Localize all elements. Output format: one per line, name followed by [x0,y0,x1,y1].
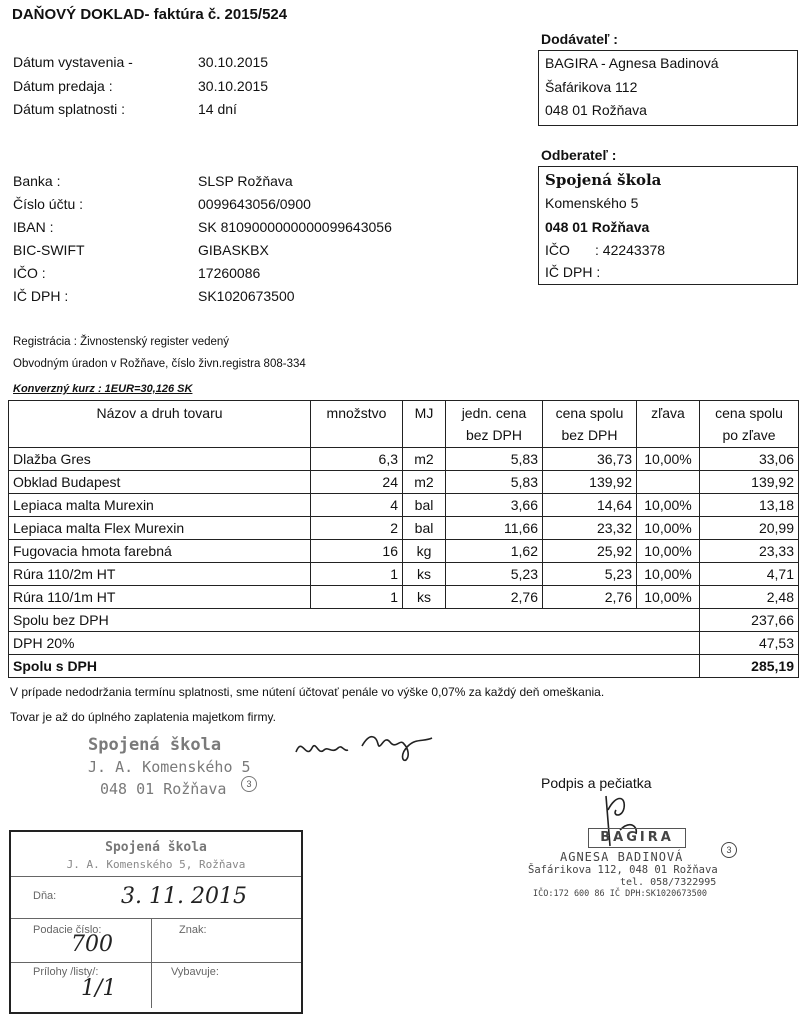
table-row [9,563,799,586]
summary-row [9,655,799,678]
signature-label: Podpis a pečiatka [541,775,652,791]
col-header-discount: zľava [637,401,700,448]
swift-label: BIC-SWIFT [13,242,85,258]
col-header-name: Názov a druh tovaru [9,401,311,448]
table-row [9,471,799,494]
supplier-stamp-line-2: Šafárikova 112, 048 01 Rožňava [528,864,718,876]
supplier-stamp-logo-text: BAGIRA [600,830,674,845]
customer-box [538,166,798,285]
table-row [9,586,799,609]
supplier-stamp-line-1: AGNESA BADINOVÁ [560,850,684,864]
supplier-stamp-line-3: tel. 058/7322995 [620,877,717,888]
item-unit-cell: bal [403,494,446,517]
item-name-cell: Dlažba Gres [9,448,311,471]
item-final-cell: 4,71 [700,563,799,586]
item-discount-cell: 10,00% [637,448,700,471]
icdph-value: SK1020673500 [198,288,295,304]
table-row [9,540,799,563]
item-total-cell: 23,32 [543,517,637,540]
col-header-unit-price: jedn. cena bez DPH [446,401,543,448]
customer-name: Spojená škola [545,171,662,189]
item-name-cell: Rúra 110/1m HT [9,586,311,609]
item-price-cell: 5,83 [446,448,543,471]
item-qty-cell: 2 [311,517,403,540]
supplier-box [538,50,798,126]
customer-street: Komenského 5 [545,195,639,211]
supplier-stamp-logo [588,828,686,848]
item-total-cell: 14,64 [543,494,637,517]
registration-line-2: Obvodným úradon v Rožňave, číslo živn.registra 808-334 [13,358,306,370]
account-label: Číslo účtu : [13,196,84,212]
customer-stamp-line-2: J. A. Komenského 5 [88,758,251,776]
ico-label: IČO : [13,265,46,281]
summary-value: 285,19 [700,655,799,678]
conversion-rate: Konverzný kurz : 1EUR=30,126 SK [13,383,193,395]
item-unit-cell: ks [403,563,446,586]
table-row [9,448,799,471]
bank-value: SLSP Rožňava [198,173,293,189]
customer-stamp-line-3: 048 01 Rožňava [100,780,227,798]
date-due-value: 14 dní [198,101,237,117]
item-discount-cell: 10,00% [637,494,700,517]
icdph-label: IČ DPH : [13,288,69,304]
item-qty-cell: 1 [311,586,403,609]
item-discount-cell: 10,00% [637,517,700,540]
item-total-cell: 25,92 [543,540,637,563]
supplier-city: 048 01 Rožňava [545,102,647,118]
receipt-reg-value: 700 [71,932,113,957]
summary-value: 47,53 [700,632,799,655]
item-discount-cell: 10,00% [637,586,700,609]
bank-label: Banka : [13,173,61,189]
stamp-number-mark: 3 [241,776,257,792]
customer-stamp-line-1: Spojená škola [88,735,222,755]
item-price-cell: 5,83 [446,471,543,494]
receipt-stamp-address: J. A. Komenského 5, Rožňava [66,858,246,871]
item-qty-cell: 1 [311,563,403,586]
date-issued-value: 30.10.2015 [198,54,269,70]
receipt-handled-label: Vybavuje: [171,966,219,978]
account-value: 0099643056/0900 [198,196,311,212]
supplier-heading: Dodávateľ : [541,31,618,47]
customer-city: 048 01 Rožňava [545,219,650,235]
customer-ico-value: : 42243378 [595,242,666,258]
receipt-date-label: Dňa: [33,890,57,902]
receipt-stamp-title: Spojená škola [105,840,207,855]
item-qty-cell: 24 [311,471,403,494]
customer-heading: Odberateľ : [541,147,617,163]
item-unit-cell: bal [403,517,446,540]
summary-value: 237,66 [700,609,799,632]
item-final-cell: 23,33 [700,540,799,563]
item-final-cell: 13,18 [700,494,799,517]
item-price-cell: 2,76 [446,586,543,609]
item-total-cell: 36,73 [543,448,637,471]
summary-label: Spolu s DPH [9,655,700,678]
item-total-cell: 2,76 [543,586,637,609]
table-row [9,494,799,517]
item-name-cell: Lepiaca malta Flex Murexin [9,517,311,540]
receipt-mark-label: Znak: [179,924,207,936]
items-table [8,400,799,678]
item-name-cell: Lepiaca malta Murexin [9,494,311,517]
summary-row [9,609,799,632]
item-unit-cell: m2 [403,471,446,494]
table-row [9,517,799,540]
iban-label: IBAN : [13,219,54,235]
supplier-stamp-line-4: IČO:172 600 86 IČ DPH:SK1020673500 [533,889,707,899]
iban-value: SK 8109000000000099643056 [198,219,392,235]
invoice-title: DAŇOVÝ DOKLAD- faktúra č. 2015/524 [12,6,288,23]
item-unit-cell: kg [403,540,446,563]
item-unit-cell: ks [403,586,446,609]
item-final-cell: 139,92 [700,471,799,494]
date-sale-label: Dátum predaja : [13,78,113,94]
supplier-name: BAGIRA - Agnesa Badinová [545,55,719,71]
item-final-cell: 20,99 [700,517,799,540]
supplier-stamp-number-mark: 3 [721,842,737,858]
receipt-date-value: 3. 11. 2015 [121,884,247,909]
item-final-cell: 2,48 [700,586,799,609]
item-price-cell: 1,62 [446,540,543,563]
ico-value: 17260086 [198,265,261,281]
table-header-row [9,401,799,448]
receipt-reg-label: Podacie číslo: [33,924,102,936]
item-qty-cell: 6,3 [311,448,403,471]
item-price-cell: 5,23 [446,563,543,586]
summary-label: Spolu bez DPH [9,609,700,632]
item-discount-cell: 10,00% [637,563,700,586]
col-header-qty: množstvo [311,401,403,448]
item-qty-cell: 16 [311,540,403,563]
summary-row [9,632,799,655]
item-name-cell: Rúra 110/2m HT [9,563,311,586]
receipt-stamp [9,830,303,1014]
item-discount-cell [637,471,700,494]
date-due-label: Dátum splatnosti : [13,101,126,117]
customer-ico-label: IČO [545,242,570,258]
item-total-cell: 5,23 [543,563,637,586]
item-total-cell: 139,92 [543,471,637,494]
item-final-cell: 33,06 [700,448,799,471]
col-header-total: cena spolu bez DPH [543,401,637,448]
item-name-cell: Obklad Budapest [9,471,311,494]
date-issued-label: Dátum vystavenia - [13,54,133,70]
item-discount-cell: 10,00% [637,540,700,563]
summary-label: DPH 20% [9,632,700,655]
penalty-note: V prípade nedodržania termínu splatnosti, sme nútení účtovať penále vo výške 0,07% za každý deň omeškania. [10,685,605,699]
receipt-attach-value: 1/1 [81,976,117,1001]
swift-value: GIBASKBX [198,242,269,258]
customer-icdph-label: IČ DPH : [545,264,601,280]
col-header-unit: MJ [403,401,446,448]
handwritten-signature-icon [292,726,452,766]
registration-line-1: Registrácia : Živnostenský register vedený [13,336,230,348]
supplier-street: Šafárikova 112 [545,79,638,95]
col-header-final: cena spolu po zľave [700,401,799,448]
item-price-cell: 11,66 [446,517,543,540]
item-unit-cell: m2 [403,448,446,471]
item-price-cell: 3,66 [446,494,543,517]
date-sale-value: 30.10.2015 [198,78,269,94]
item-name-cell: Fugovacia hmota farebná [9,540,311,563]
item-qty-cell: 4 [311,494,403,517]
receipt-attach-label: Prílohy /listy/: [33,966,99,978]
ownership-note: Tovar je až do úplného zaplatenia majetkom firmy. [10,710,276,724]
